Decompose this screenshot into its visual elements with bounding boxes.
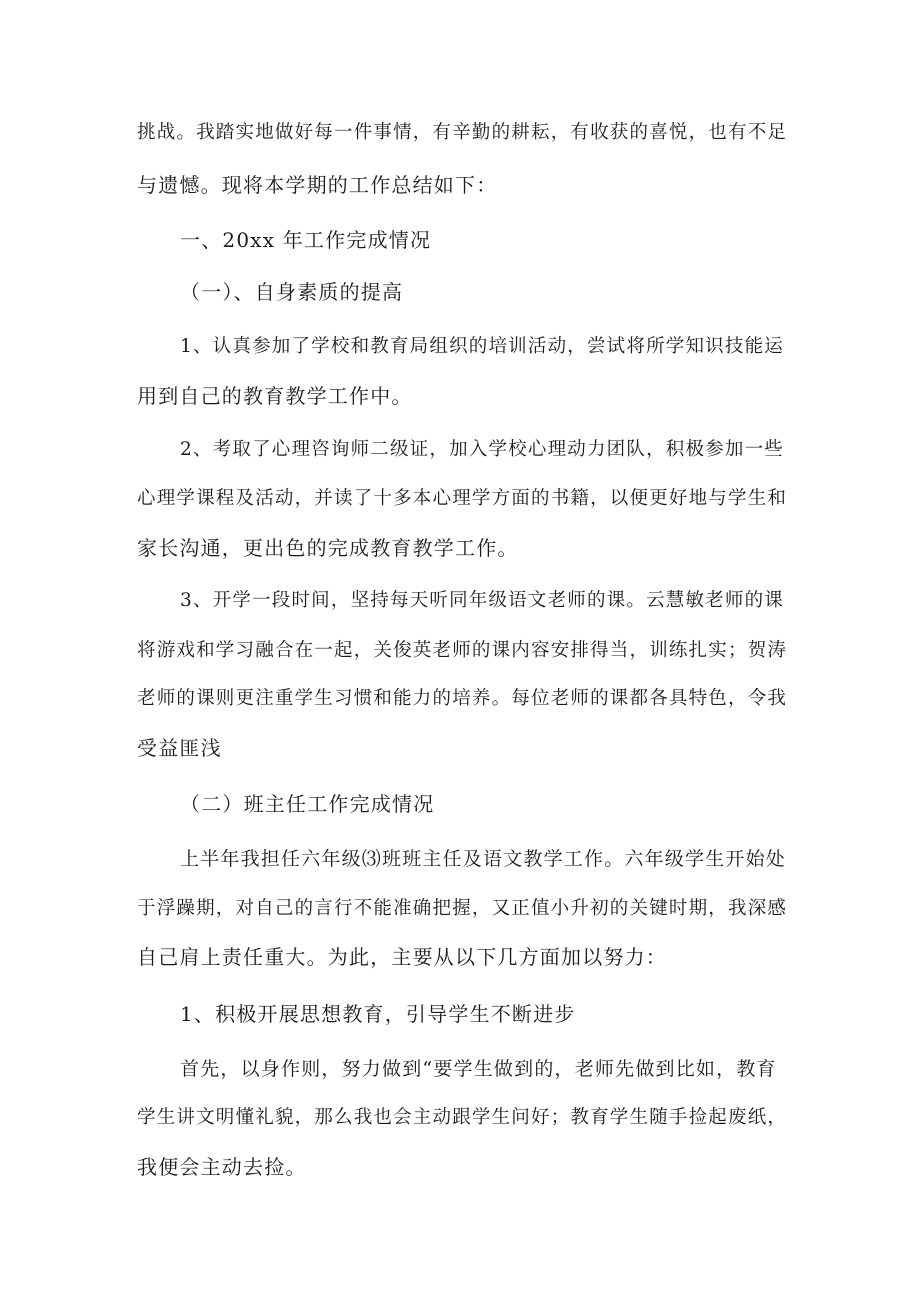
- paragraph-line: 挑战。我踏实地做好每一件事情，有辛勤的耕耘，有收获的喜悦，也有不足: [137, 122, 788, 143]
- paragraph-line: 心理学课程及活动，并读了十多本心理学方面的书籍，以便更好地与学生和: [137, 488, 788, 509]
- paragraph-line: 自己肩上责任重大。为此，主要从以下几方面加以努力：: [137, 945, 667, 969]
- subsection-heading: （二）班主任工作完成情况: [180, 792, 435, 816]
- paragraph-line: 与遗憾。现将本学期的工作总结如下：: [137, 173, 498, 197]
- paragraph-line: 家长沟通，更出色的完成教育教学工作。: [137, 536, 519, 560]
- paragraph-line: 首先，以身作则，努力做到“要学生做到的，老师先做到比如，教育: [180, 1058, 777, 1080]
- paragraph-line: 于浮躁期，对自己的言行不能准确把握，又正值小升初的关键时期，我深感: [137, 898, 788, 919]
- numbered-heading: 1、积极开展思想教育，引导学生不断进步: [180, 1002, 576, 1026]
- paragraph-line: 3、开学一段时间，坚持每天听同年级语文老师的课。云慧敏老师的课: [180, 590, 784, 611]
- paragraph-line: 学生讲文明懂礼貌，那么我也会主动跟学生问好；教育学生随手捡起废纸，: [137, 1107, 788, 1128]
- paragraph-line: 老师的课则更注重学生习惯和能力的培养。每位老师的课都各具特色，令我: [137, 688, 788, 709]
- paragraph-line: 用到自己的教育教学工作中。: [137, 384, 413, 408]
- paragraph-line: 我便会主动去捡。: [137, 1155, 307, 1179]
- subsection-heading: （一）、自身素质的提高: [180, 280, 404, 304]
- paragraph-line: 1、认真参加了学校和教育局组织的培训活动，尝试将所学知识技能运: [180, 336, 784, 357]
- paragraph-line: 2、考取了心理咨询师二级证，加入学校心理动力团队，积极参加一些: [180, 439, 784, 460]
- section-heading: 一、20xx 年工作完成情况: [180, 228, 432, 252]
- paragraph-line: 上半年我担任六年级⑶班班主任及语文教学工作。六年级学生开始处: [180, 848, 787, 870]
- paragraph-line: 将游戏和学习融合在一起，关俊英老师的课内容安排得当，训练扎实；贺涛: [137, 640, 788, 661]
- paragraph-line: 受益匪浅: [137, 736, 222, 760]
